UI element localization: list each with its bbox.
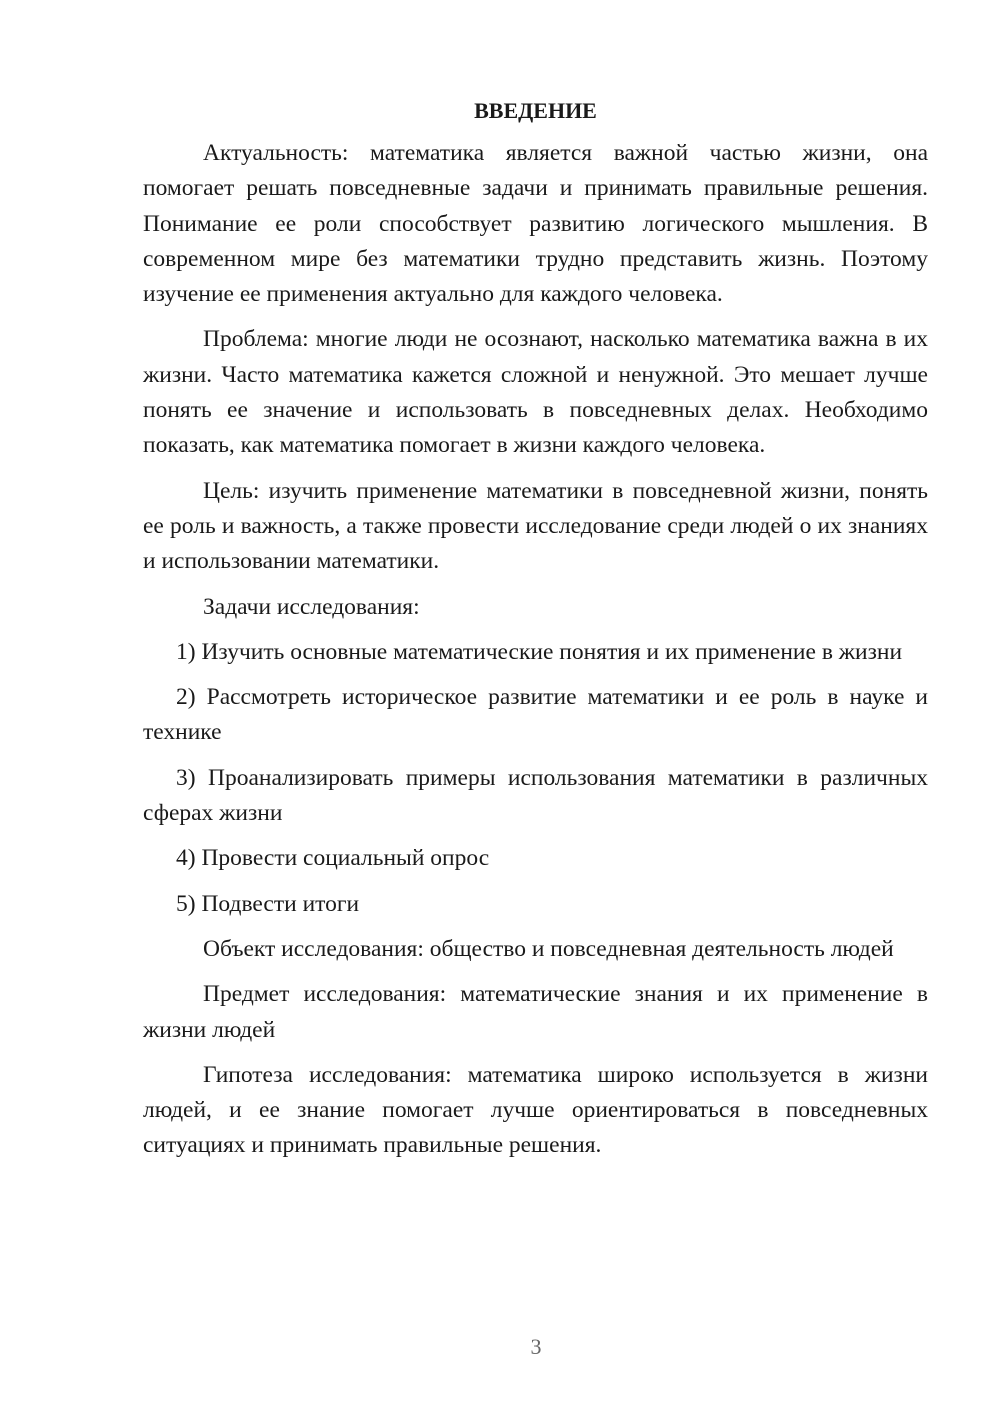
page-number: 3	[530, 1334, 542, 1359]
object-paragraph: Объект исследования: общество и повседневная деятельность людей	[203, 935, 894, 962]
tasks-heading: Задачи исследования:	[203, 593, 420, 620]
task-item: 5) Подвести итоги	[176, 890, 360, 917]
problem-paragraph: Проблема: многие люди не осознают, насколько математика важна в их жизни. Часто математика кажется сложной и ненужной. Это мешает лучше понять ее значение и использовать в повседневных делах. Необходимо показать, как математика помогает в жизни каждого человека.	[143, 326, 928, 459]
relevance-paragraph: Актуальность: математика является важной частью жизни, она помогает решать повседневные задачи и принимать правильные решения. Понимание ее роли способствует развитию логического мышления. В современном мире без математики трудно представить жизнь. Поэтому изучение ее применения актуально для каждого человека.	[143, 140, 928, 308]
page-content	[143, 96, 928, 1174]
subject-paragraph: Предмет исследования: математические знания и их применение в жизни людей	[143, 981, 928, 1043]
hypothesis-paragraph: Гипотеза исследования: математика широко используется в жизни людей, и ее знание помогает лучше ориентироваться в повседневных ситуациях и принимать правильные решения.	[143, 1061, 928, 1159]
task-item: 4) Провести социальный опрос	[176, 845, 490, 872]
task-item: 2) Рассмотреть историческое развитие математики и ее роль в науке и технике	[143, 684, 928, 746]
task-item: 3) Проанализировать примеры использования математики в различных сферах жизни	[143, 764, 928, 827]
section-title: ВВЕДЕНИЕ	[474, 98, 597, 123]
task-item: 1) Изучить основные математические понятия и их применение в жизни	[176, 638, 903, 665]
goal-paragraph: Цель: изучить применение математики в повседневной жизни, понять ее роль и важность, а также провести исследование среди людей о их знаниях и использовании математики.	[143, 477, 928, 575]
